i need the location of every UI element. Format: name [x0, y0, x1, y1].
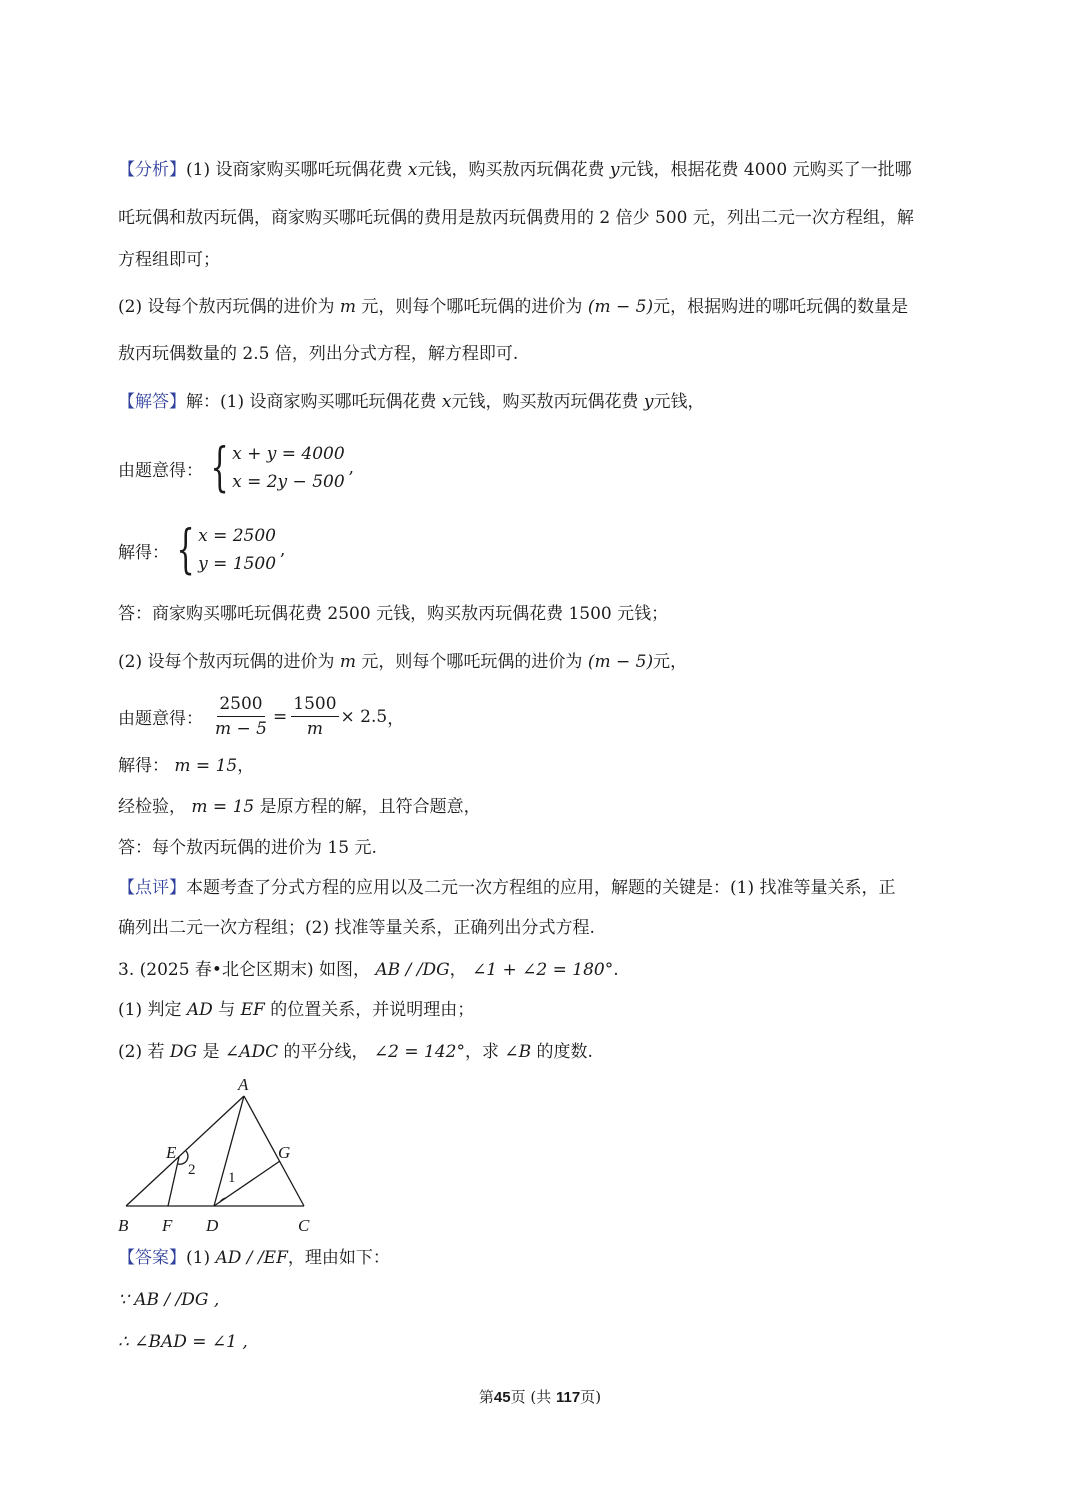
label-c: C: [298, 1216, 310, 1235]
equation-2: x = 2y − 500: [232, 472, 345, 492]
fraction-left: $\frac{2500}{m - 5}$: [215, 694, 267, 739]
analysis-line-3: 方程组即可；: [118, 250, 220, 270]
check-line: 经检验， m = 15 是原方程的解，且符合题意，: [118, 797, 481, 817]
label-a: A: [238, 1075, 249, 1094]
segment-ad: [214, 1096, 244, 1206]
problem3-q2: (2) 若 DG 是 ∠ADC 的平分线， ∠2 = 142°，求 ∠B 的度数.: [118, 1042, 593, 1062]
label-angle-1: 1: [228, 1170, 236, 1186]
fraction-equation: 由题意得： $\frac{2500}{m - 5}$ = $\frac{1500}{m}$ × 2.5 ，: [118, 694, 405, 739]
segment-ac: [244, 1096, 304, 1206]
label-b: B: [118, 1216, 129, 1235]
label-g: G: [278, 1143, 291, 1162]
label-angle-2: 2: [188, 1162, 196, 1178]
equation-system-1: 由题意得： { x + y = 4000 x = 2y − 500 ,: [118, 438, 355, 498]
fraction-right: $\frac{1500}{m}$: [293, 694, 337, 739]
answer-tag: 【答案】: [118, 1248, 186, 1268]
solution-x: x = 2500: [198, 526, 276, 546]
page-total: 117: [556, 1389, 581, 1406]
comment-line-1: 【点评】本题考查了分式方程的应用以及二元一次方程组的应用，解题的关键是：(1) 找准等量关系，正: [118, 878, 896, 898]
answer-2: 答：每个敖丙玩偶的进价为 15 元.: [118, 838, 377, 858]
solution-tag: 【解答】: [118, 392, 186, 412]
equation-1: x + y = 4000: [232, 444, 345, 464]
problem3-stem: 3. (2025 春•北仑区期末) 如图， AB / /DG， ∠1 + ∠2 = 180°.: [118, 960, 619, 980]
analysis-line-4: (2) 设每个敖丙玩偶的进价为 m 元，则每个哪吒玩偶的进价为 (m − 5)元，根据购进的哪吒玩偶的数量是: [118, 297, 909, 317]
segment-ab: [126, 1096, 244, 1206]
page-footer: 第45页 (共 117页): [478, 1388, 602, 1406]
answer-line-3: ∴ ∠BAD = ∠1 ,: [118, 1332, 248, 1352]
solve-m: 解得： m = 15，: [118, 756, 255, 776]
solution-intro: 【解答】解：(1) 设商家购买哪吒玩偶花费 x元钱，购买敖丙玩偶花费 y元钱，: [118, 392, 705, 412]
answer-1: 答：商家购买哪吒玩偶花费 2500 元钱，购买敖丙玩偶花费 1500 元钱；: [118, 604, 669, 624]
answer-line-1: 【答案】(1) AD / /EF，理由如下：: [118, 1248, 390, 1268]
page-number: 45: [493, 1389, 511, 1406]
analysis-line-2: 吒玩偶和敖丙玩偶，商家购买哪吒玩偶的费用是敖丙玩偶费用的 2 倍少 500 元，列出二元一次方程组，解: [118, 208, 914, 228]
segment-ef: [168, 1157, 179, 1206]
comment-line-2: 确列出二元一次方程组；(2) 找准等量关系，正确列出分式方程.: [118, 918, 595, 938]
answer-line-2: ∵ AB / /DG ,: [118, 1290, 220, 1310]
analysis-tag: 【分析】: [118, 160, 186, 180]
solution-part2: (2) 设每个敖丙玩偶的进价为 m 元，则每个哪吒玩偶的进价为 (m − 5)元，: [118, 652, 688, 672]
label-f: F: [162, 1216, 173, 1235]
left-brace: {: [210, 438, 229, 498]
geometry-figure: [110, 1072, 340, 1242]
left-brace: {: [176, 520, 195, 580]
label-e: E: [166, 1143, 177, 1162]
problem3-q1: (1) 判定 AD 与 EF 的位置关系，并说明理由；: [118, 1000, 475, 1020]
analysis-line-5: 敖丙玩偶数量的 2.5 倍，列出分式方程，解方程即可.: [118, 344, 519, 364]
comment-tag: 【点评】: [118, 878, 186, 898]
solution-y: y = 1500: [198, 554, 277, 574]
solution-system: 解得： { x = 2500 y = 1500 ,: [118, 520, 286, 580]
label-d: D: [206, 1216, 219, 1235]
analysis-line-1: 【分析】(1) 设商家购买哪吒玩偶花费 x元钱，购买敖丙玩偶花费 y元钱，根据花费 4000 元购买了一批哪: [118, 160, 912, 180]
